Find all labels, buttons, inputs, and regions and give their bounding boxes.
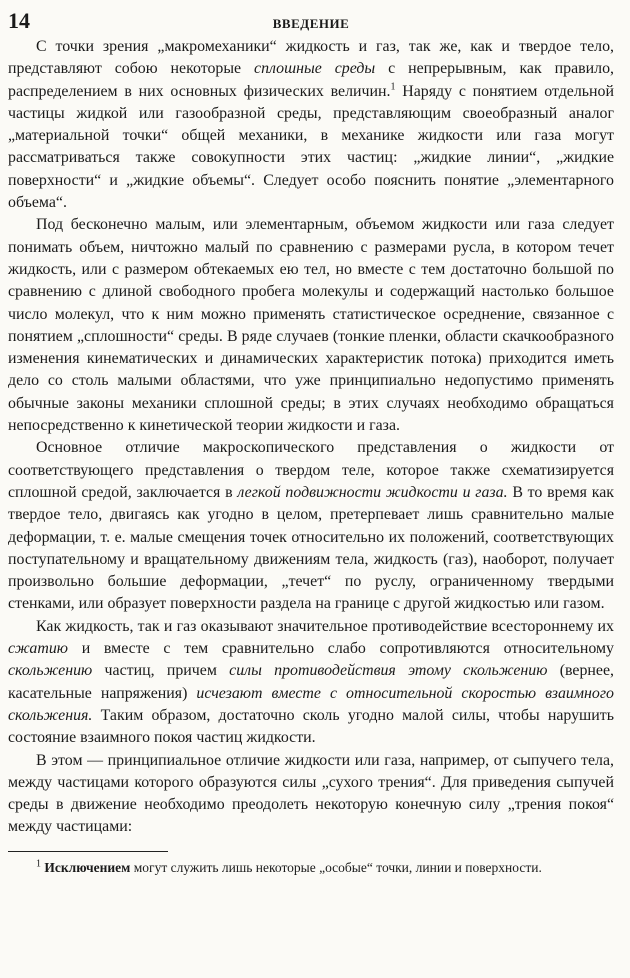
text-run: С точки зрения „макромеханики“ жидкость и газ, так же, как и твердое тело, представляют собою некоторые	[8, 38, 614, 78]
text-run: Таким образом, достаточно сколь угодно малой силы, чтобы нарушить состояние взаимного покоя частиц жидкости.	[8, 706, 614, 747]
text-run: В то время как твердое тело, двигаясь как угодно в целом, претерпевает лишь сравнительно малые деформации, т. е. малые смещения точек относительно их положений, соответствующих поступательному и вращательному движениям тела, жидкость (газ), наоборот, получает произвольно большие деформации, „течет“ по руслу, ограниченному твердыми стенками, или образует поверхности раздела на границе с другой жидкостью или газом.	[8, 483, 614, 613]
text-run: и вместе с тем сравнительно слабо сопротивляются относительному	[68, 640, 614, 658]
body-text	[8, 36, 614, 839]
italic-run: сжатию	[8, 640, 68, 658]
paragraph	[8, 750, 614, 839]
footnote-bold-lead: Исключением	[44, 859, 131, 875]
page-header	[8, 8, 614, 36]
page-number: 14	[8, 8, 30, 33]
text-run: частиц, причем	[92, 662, 230, 680]
footnote-marker: 1	[36, 858, 41, 870]
paragraph	[8, 214, 614, 437]
italic-run: сплошные среды	[254, 60, 376, 78]
paragraph	[8, 437, 614, 615]
footnote-divider	[8, 851, 168, 852]
italic-run: силы противодействия этому скольжению	[229, 662, 548, 680]
text-run: Основное отличие макроскопического представления о жидкости от соответствующего представления о твердом теле, которое также схематизируется сплошной средой, заключается в	[8, 439, 614, 501]
footnote	[8, 858, 614, 877]
paragraph	[8, 36, 614, 214]
text-run: Наряду с понятием отдельной частицы жидкой или газообразной среды, представляющим своеобразный аналог „материальной точки“ общей механики, в механике жидкости или газа могут рассматриваться также совокупности этих частиц: „жидкие линии“, „жидкие поверхности“ и „жидкие объемы“. Следует особо пояснить понятие „элементарного объема“.	[8, 82, 614, 212]
italic-run: легкой подвижности жидкости и газа.	[237, 483, 508, 501]
italic-run: исчезают вместе с относительной скоростью взаимного скольжения.	[8, 684, 614, 724]
footnote-text: могут служить лишь некоторые „особые“ точки, линии и поверхности.	[130, 859, 542, 875]
text-run: Под бесконечно малым, или элементарным, объемом жидкости или газа следует понимать объем, ничтожно малый по сравнению с размерами русла, в котором течет жидкость, или с размером обтекаемых ею тел, но вместе с тем достаточно большой по сравнению с длиной свободного пробега молекулы и содержащий настолько большое число молекул, что к ним можно применять статистическое осреднение, связанное с понятием „сплошности“ среды. В ряде случаев (тонкие пленки, области скачкообразного изменения кинематических и динамических характеристик потока) приходится иметь дело со столь малыми областями, что уже принципиально недопустимо применять обычные законы механики сплошной среды; в этих случаях необходимо обращаться непосредственно к кинетической теории жидкости и газа.	[8, 216, 614, 435]
italic-run: скольжению	[8, 662, 93, 680]
text-run: с непрерывным, как правило, распределением в них основных физических величин.	[8, 60, 614, 100]
footnote-ref: 1	[390, 81, 396, 93]
text-run: В этом — принципиальное отличие жидкости или газа, например, от сыпучего тела, между частицами которого образуются силы „сухого трения“. Для приведения сыпучей среды в движение необходимо преодолеть некоторую конечную силу „трения покоя“ между частицами:	[8, 751, 614, 836]
text-run: (вернее, касательные напряжения)	[8, 662, 614, 702]
running-title: ВВЕДЕНИЕ	[272, 16, 350, 31]
paragraph	[8, 616, 614, 750]
text-run: Как жидкость, так и газ оказывают значительное противодействие всестороннему их	[36, 617, 614, 635]
